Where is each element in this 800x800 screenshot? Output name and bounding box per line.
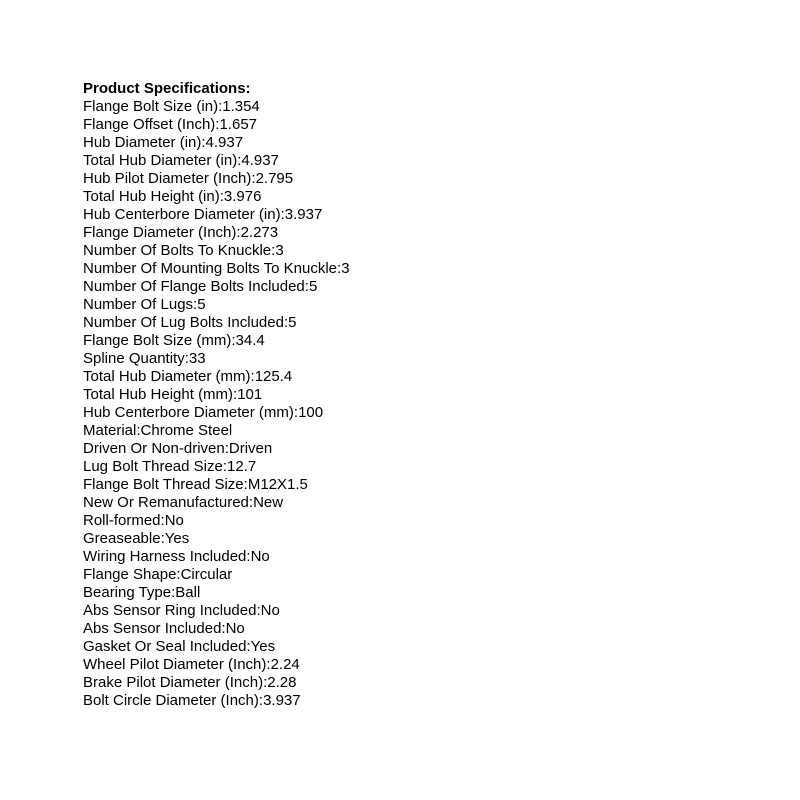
spec-separator: : <box>283 314 289 331</box>
spec-label: Lug Bolt Thread Size <box>83 458 223 475</box>
spec-value: 2.28 <box>267 674 297 691</box>
spec-label: Flange Shape <box>83 566 177 583</box>
spec-label: Number Of Bolts To Knuckle <box>83 242 272 259</box>
spec-separator: : <box>176 566 181 583</box>
spec-value: 33 <box>188 350 206 367</box>
spec-value: 3.937 <box>263 692 301 709</box>
spec-label: Number Of Lugs <box>83 296 194 313</box>
spec-row <box>83 692 350 710</box>
spec-value: 3 <box>275 242 284 259</box>
spec-row <box>83 242 350 260</box>
spec-separator: : <box>263 674 268 691</box>
spec-value: Ball <box>175 584 201 601</box>
spec-row <box>83 188 350 206</box>
spec-label: Flange Bolt Thread Size <box>83 476 244 493</box>
spec-value: 5 <box>308 278 318 295</box>
spec-row <box>83 512 350 530</box>
spec-label: Total Hub Diameter (mm) <box>83 368 251 385</box>
spec-label: Hub Centerbore Diameter (in) <box>83 206 281 223</box>
spec-separator: : <box>233 386 238 403</box>
spec-separator: : <box>293 404 299 421</box>
spec-label: Total Hub Height (mm) <box>83 386 234 403</box>
spec-value: 2.273 <box>240 224 279 241</box>
spec-row <box>83 404 350 422</box>
spec-row <box>83 278 350 296</box>
spec-list <box>83 80 350 710</box>
spec-value: 5 <box>197 296 206 313</box>
spec-label: Bolt Circle Diameter (Inch) <box>83 692 259 709</box>
spec-separator: : <box>246 638 251 655</box>
spec-label: Number Of Mounting Bolts To Knuckle <box>83 260 338 277</box>
spec-value: M12X1.5 <box>247 476 308 493</box>
spec-value: No <box>225 620 245 637</box>
spec-value: Driven <box>228 440 273 457</box>
spec-row <box>83 620 350 638</box>
spec-separator: : <box>171 584 176 601</box>
spec-value: 1.354 <box>222 98 260 115</box>
spec-rows <box>83 98 350 710</box>
spec-row <box>83 566 350 584</box>
spec-separator: : <box>271 242 276 259</box>
spec-value: 3 <box>341 260 350 277</box>
spec-separator: : <box>280 206 285 223</box>
spec-value: Yes <box>164 530 190 547</box>
spec-value: No <box>250 548 270 565</box>
spec-label: Flange Bolt Size (mm) <box>83 332 232 349</box>
spec-label: Gasket Or Seal Included <box>83 638 247 655</box>
spec-row <box>83 422 350 440</box>
spec-value: 4.937 <box>205 134 244 151</box>
spec-row <box>83 350 350 368</box>
spec-separator: : <box>201 134 206 151</box>
spec-separator: : <box>243 476 248 493</box>
spec-separator: : <box>256 602 261 619</box>
spec-row <box>83 674 350 692</box>
spec-label: Hub Centerbore Diameter (mm) <box>83 404 294 421</box>
spec-separator: : <box>160 530 165 547</box>
spec-value: 125.4 <box>254 368 293 385</box>
spec-label: Abs Sensor Ring Included <box>83 602 257 619</box>
spec-separator: : <box>224 440 229 457</box>
spec-label: Wiring Harness Included <box>83 548 247 565</box>
spec-value: 34.4 <box>235 332 265 349</box>
spec-row <box>83 386 350 404</box>
spec-value: 5 <box>288 314 297 331</box>
spec-row <box>83 368 350 386</box>
spec-separator: : <box>250 368 255 385</box>
spec-row <box>83 638 350 656</box>
spec-row <box>83 152 350 170</box>
spec-label: Material <box>83 422 137 439</box>
spec-label: Flange Bolt Size (in) <box>83 98 219 115</box>
spec-label: Roll-formed <box>83 512 161 529</box>
spec-row <box>83 656 350 674</box>
spec-separator: : <box>160 512 165 529</box>
spec-label: Bearing Type <box>83 584 172 601</box>
spec-value: Chrome Steel <box>140 422 233 439</box>
spec-separator: : <box>222 458 227 475</box>
spec-separator: : <box>218 98 223 115</box>
spec-separator: : <box>304 278 309 295</box>
spec-label: Greaseable <box>83 530 161 547</box>
spec-separator: : <box>248 494 254 511</box>
spec-separator: : <box>184 350 189 367</box>
spec-label: Flange Offset (Inch) <box>83 116 216 133</box>
spec-row <box>83 206 350 224</box>
spec-separator: : <box>246 548 251 565</box>
spec-row <box>83 602 350 620</box>
section-title: Product Specifications: <box>83 80 251 97</box>
spec-row <box>83 494 350 512</box>
spec-separator: : <box>136 422 141 439</box>
spec-value: 2.24 <box>270 656 300 673</box>
spec-value: 3.937 <box>284 206 323 223</box>
spec-label: Hub Pilot Diameter (Inch) <box>83 170 252 187</box>
spec-label: Spline Quantity <box>83 350 185 367</box>
spec-row <box>83 530 350 548</box>
spec-row <box>83 134 350 152</box>
spec-separator: : <box>193 296 198 313</box>
spec-value: 3.976 <box>223 188 262 205</box>
spec-label: Number Of Flange Bolts Included <box>83 278 305 295</box>
spec-row <box>83 476 350 494</box>
spec-row <box>83 224 350 242</box>
spec-separator: : <box>221 620 226 637</box>
spec-separator: : <box>251 170 256 187</box>
spec-row <box>83 170 350 188</box>
spec-separator: : <box>258 692 264 709</box>
spec-row <box>83 260 350 278</box>
spec-separator: : <box>215 116 220 133</box>
spec-value: New <box>253 494 284 511</box>
spec-separator: : <box>231 332 236 349</box>
spec-value: No <box>260 602 280 619</box>
spec-separator: : <box>236 224 241 241</box>
spec-value: No <box>164 512 184 529</box>
spec-value: 12.7 <box>226 458 257 475</box>
spec-row <box>83 98 350 116</box>
spec-value: 101 <box>237 386 263 403</box>
spec-label: Total Hub Diameter (in) <box>83 152 238 169</box>
spec-value: 100 <box>298 404 324 421</box>
spec-row <box>83 314 350 332</box>
spec-value: 4.937 <box>241 152 279 169</box>
spec-value: Yes <box>250 638 276 655</box>
spec-separator: : <box>219 188 224 205</box>
spec-label: Number Of Lug Bolts Included <box>83 314 284 331</box>
spec-label: Wheel Pilot Diameter (Inch) <box>83 656 267 673</box>
spec-row <box>83 458 350 476</box>
spec-label: Flange Diameter (Inch) <box>83 224 237 241</box>
spec-value: Circular <box>180 566 233 583</box>
spec-row <box>83 332 350 350</box>
spec-separator: : <box>266 656 271 673</box>
spec-label: Driven Or Non-driven <box>83 440 225 457</box>
spec-label: Hub Diameter (in) <box>83 134 202 151</box>
spec-row <box>83 296 350 314</box>
spec-value: 2.795 <box>255 170 294 187</box>
spec-label: Abs Sensor Included <box>83 620 222 637</box>
spec-row <box>83 116 350 134</box>
spec-separator: : <box>337 260 342 277</box>
spec-label: Brake Pilot Diameter (Inch) <box>83 674 264 691</box>
spec-value: 1.657 <box>219 116 258 133</box>
spec-row <box>83 548 350 566</box>
spec-row <box>83 584 350 602</box>
spec-row <box>83 440 350 458</box>
spec-label: Total Hub Height (in) <box>83 188 220 205</box>
spec-separator: : <box>237 152 242 169</box>
spec-label: New Or Remanufactured <box>83 494 249 511</box>
